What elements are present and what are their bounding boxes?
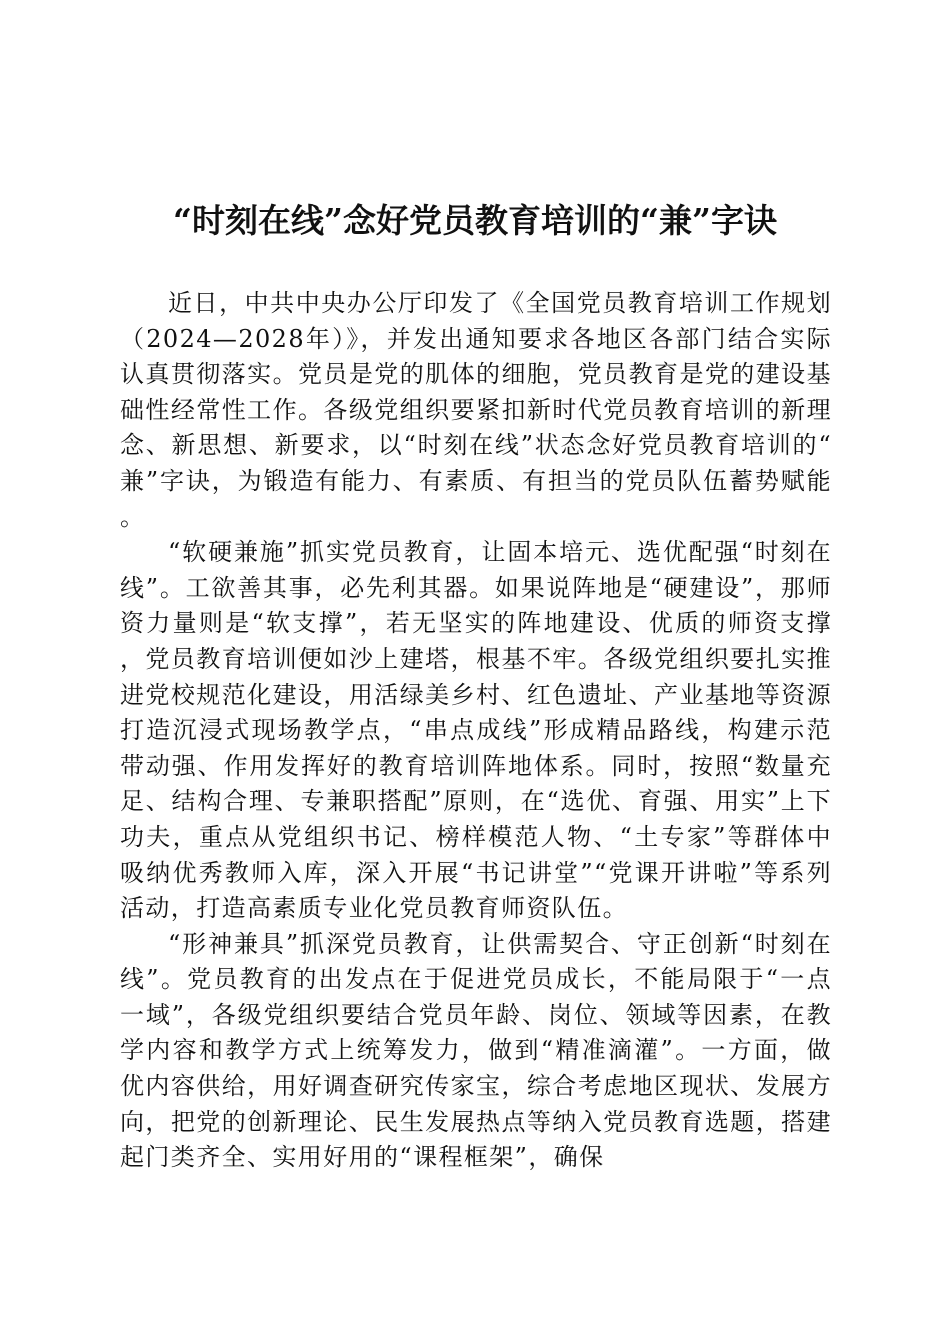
document-title: “时刻在线”念好党员教育培训的“兼”字诀 [173, 201, 777, 240]
paragraph-intro: 近日，中共中央办公厅印发了《全国党员教育培训工作规划（2024—2028年）》，并发出通知要求各地区各部门结合实际认真贯彻落实。党员是党的肌体的细胞，党员教育是党的建设基础性经常性工作。各级党组织要紧扣新时代党员教育培训的新理念、新思想、新要求，以“时刻在线”状态念好党员教育培训的“兼”字诀，为锻造有能力、有素质、有担当的党员队伍蓄势赋能。 [120, 289, 832, 531]
document-body [120, 286, 832, 1176]
paragraph-form-spirit: “形神兼具”抓深党员教育，让供需契合、守正创新“时刻在线”。党员教育的出发点在于促进党员成长，不能局限于“一点一域”，各级党组织要结合党员年龄、岗位、领域等因素，在教学内容和教学方式上统筹发力，做到“精准滴灌”。一方面，做优内容供给，用好调查研究传家宝，综合考虑地区现状、发展方向，把党的创新理论、民生发展热点等纳入党员教育选题，搭建起门类齐全、实用好用的“课程框架”，确保 [120, 929, 832, 1172]
paragraph-soft-hard: “软硬兼施”抓实党员教育，让固本培元、选优配强“时刻在线”。工欲善其事，必先利其器。如果说阵地是“硬建设”，那师资力量则是“软支撑”，若无坚实的阵地建设、优质的师资支撑，党员教育培训便如沙上建塔，根基不牢。各级党组织要扎实推进党校规范化建设，用活绿美乡村、红色遗址、产业基地等资源打造沉浸式现场教学点，“串点成线”形成精品路线，构建示范带动强、作用发挥好的教育培训阵地体系。同时，按照“数量充足、结构合理、专兼职搭配”原则，在“选优、育强、用实”上下功夫，重点从党组织书记、榜样模范人物、“土专家”等群体中吸纳优秀教师入库，深入开展“书记讲堂”“党课开讲啦”等系列活动，打造高素质专业化党员教育师资队伍。 [120, 538, 832, 923]
